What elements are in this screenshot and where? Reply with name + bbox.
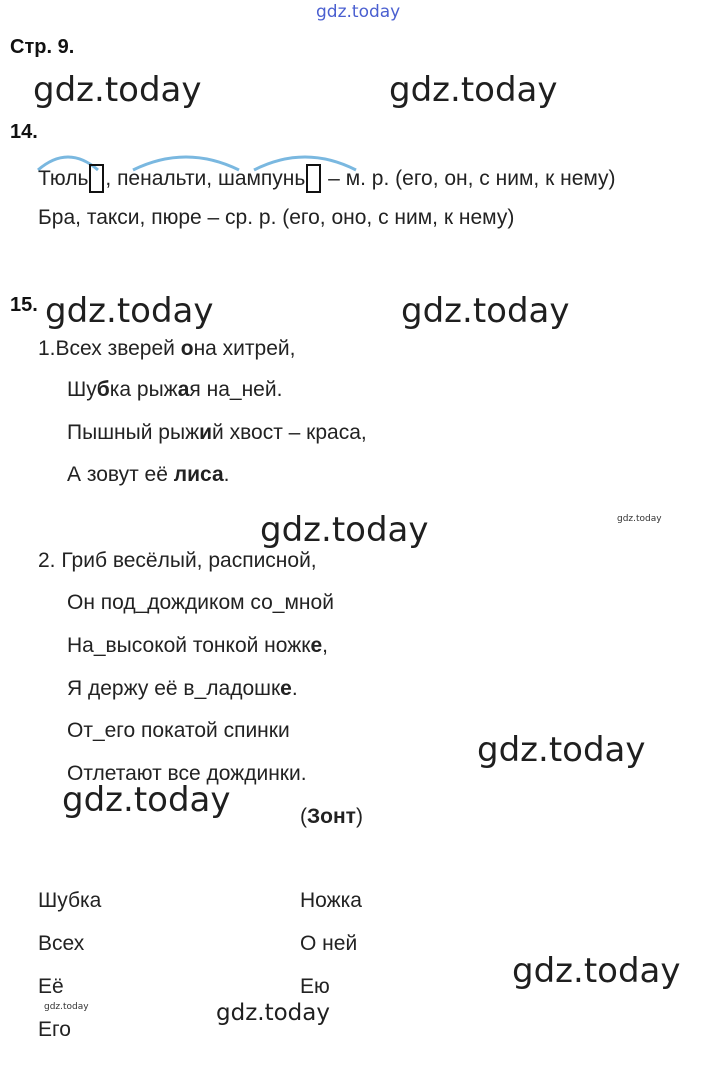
bold-letter: е [310, 634, 323, 657]
riddle-1-line-2 [67, 378, 282, 402]
text: Пышный рыж [67, 421, 200, 444]
text: . [223, 463, 230, 486]
text: На_высокой тонкой ножк [67, 634, 311, 657]
bold-letter: а [177, 378, 190, 401]
watermark: gdz.today [33, 70, 202, 110]
separator: , [139, 206, 152, 229]
watermark-top: gdz.today [316, 2, 401, 22]
riddle-2-line-1: 2. Гриб весёлый, расписной, [38, 549, 317, 572]
text: , [322, 634, 328, 657]
word-right-3: Ею [300, 975, 330, 998]
gender-note: – м. р. (его, он, с ним, к нему) [322, 167, 616, 190]
watermark: gdz.today [389, 70, 558, 110]
separator: , [206, 167, 218, 190]
word-left-4: Его [38, 1018, 71, 1041]
word: Бра [38, 206, 76, 229]
word-left-1: Шубка [38, 889, 102, 912]
watermark: gdz.today [45, 291, 214, 331]
riddle-2-line-2: Он под_дождиком со_мной [67, 591, 334, 614]
bold-letter: е [280, 677, 292, 700]
watermark: gdz.today [512, 951, 681, 991]
exercise-15-number: 15. [10, 294, 38, 316]
word-right-2: О ней [300, 932, 358, 955]
gender-note: – ср. р. (его, оно, с ним, к нему) [201, 206, 515, 229]
text: Я держу её в_ладошк [67, 677, 281, 700]
riddle-2-answer [300, 805, 363, 829]
text: ) [355, 805, 363, 828]
riddle-2-line-3 [67, 634, 328, 658]
bold-letter: и [199, 421, 213, 444]
zero-ending-box [306, 164, 321, 193]
text: ка рыж [109, 378, 178, 401]
word: пюре [151, 206, 202, 229]
exercise-14-number: 14. [10, 121, 38, 143]
word-left-2: Всех [38, 932, 85, 955]
text: й хвост – краса, [212, 421, 367, 444]
watermark-small: gdz.today [44, 1002, 89, 1012]
answer-word: Зонт [307, 805, 356, 828]
exercise-14-line-1 [38, 164, 616, 193]
riddle-2-line-6: Отлетают все дождинки. [67, 762, 307, 785]
watermark-small: gdz.today [617, 514, 662, 524]
riddle-1-line-1 [38, 337, 295, 361]
bold-letter: о [180, 337, 194, 360]
page-label: Стр. 9. [10, 36, 75, 58]
exercise-14-line-2 [38, 206, 514, 230]
bold-letter: б [96, 378, 110, 401]
text: . [291, 677, 298, 700]
answer-word: лиса [173, 463, 224, 486]
watermark: gdz.today [62, 780, 231, 820]
word: пенальти [117, 167, 207, 190]
watermark: gdz.today [216, 1000, 330, 1026]
text: я на_ней. [189, 378, 283, 401]
word: Тюль [38, 167, 89, 190]
riddle-1-line-4 [67, 463, 229, 487]
text: А зовут её [67, 463, 174, 486]
separator: , [105, 167, 118, 190]
riddle-1-line-3 [67, 421, 367, 445]
watermark: gdz.today [477, 730, 646, 770]
zero-ending-box [89, 164, 104, 193]
text: Шу [67, 378, 97, 401]
watermark: gdz.today [260, 510, 429, 550]
text: ( [300, 805, 307, 828]
word: такси [86, 206, 140, 229]
separator: , [75, 206, 87, 229]
text: 1.Всех зверей [38, 337, 181, 360]
text: на хитрей, [193, 337, 296, 360]
riddle-2-line-4 [67, 677, 298, 701]
word-right-1: Ножка [300, 889, 362, 912]
riddle-2-line-5: От_его покатой спинки [67, 719, 290, 742]
watermark: gdz.today [401, 291, 570, 331]
word-left-3: Её [38, 975, 64, 998]
word: шампунь [217, 167, 306, 190]
